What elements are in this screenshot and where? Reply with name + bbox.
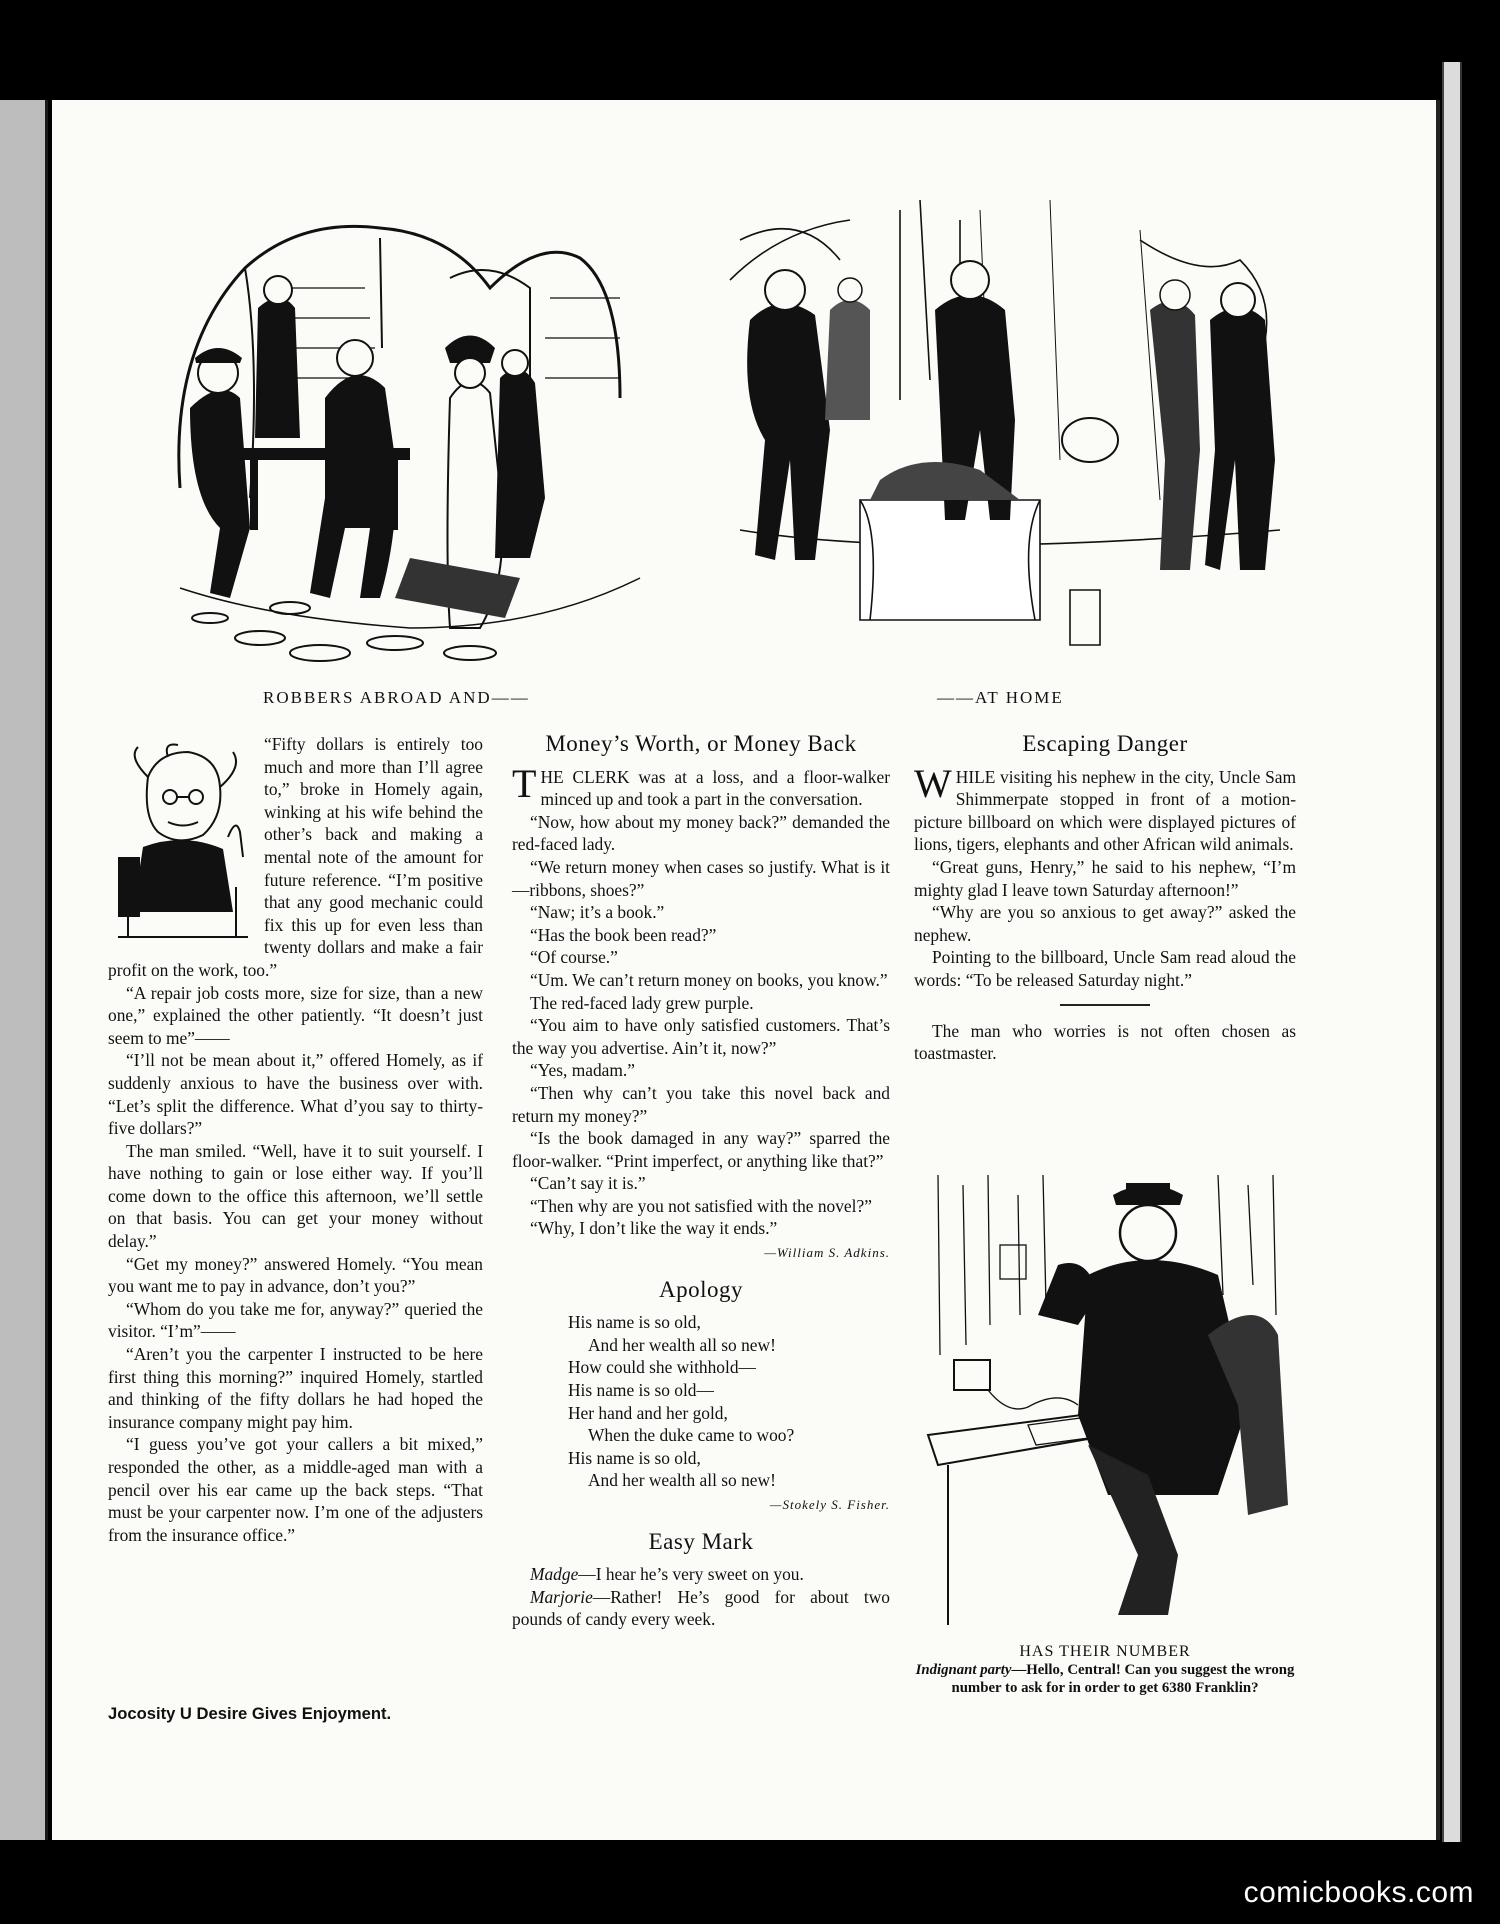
column-1-paragraph: “Get my money?” answered Homely. “You mean you want me to pay in advance, don’t you?” [108,1253,483,1297]
story-paragraph: “Has the book been read?” [530,924,717,945]
column-1-paragraph: “Whom do you take me for, anyway?” queried the visitor. “I’m”—— [108,1298,483,1342]
page-binding-edge [1442,62,1462,1842]
story-paragraph: “Can’t say it is.” [530,1173,646,1194]
column-1-paragraph: “I guess you’ve got your callers a bit mixed,” responded the other, as a middle-aged man with a pencil over his ear came up the back steps. “That must be your carpenter now. I’m one of the adjusters from the insurance office.” [108,1434,483,1545]
column-1-paragraph: “A repair job costs more, size for size, than a new one,” explained the other patiently. “It doesn’t just seem to me”—— [108,982,483,1048]
story-paragraph: “Yes, madam.” [530,1060,635,1081]
poem-body [568,1311,890,1492]
poem-line: How could she withhold— [568,1357,756,1378]
story-paragraph: “Is the book damaged in any way?” sparred the floor-walker. “Print imperfect, or anything like that?” [512,1128,890,1171]
story-title-easy-mark: Easy Mark [648,1528,754,1554]
poem-line: And her wealth all so new! [588,1334,776,1355]
cartoon-caption-text: Indignant party—Hello, Central! Can you suggest the wrong number to ask for in order to get 6380 Franklin? [915,1662,1295,1696]
story-title-escaping-danger: Escaping Danger [1022,731,1188,756]
story-paragraph: “Why are you so anxious to get away?” asked the nephew. [914,902,1296,945]
story-paragraph: “We return money when cases so justify. What is it—ribbons, shoes?” [512,856,890,900]
robbers-illustration [150,198,670,668]
story-paragraph: “Of course.” [530,947,618,968]
story-opening-paragraph: THE CLERK was at a loss, and a floor-walker minced up and took a part in the conversation. [512,760,890,810]
motto-line: Jocosity U Desire Gives Enjoyment. [108,1704,392,1723]
telephone-man-illustration [918,1175,1298,1635]
story-paragraph: “Then why are you not satisfied with the novel?” [530,1195,872,1216]
story-attribution: —William S. Adkins. [764,1245,890,1261]
joke-paragraph: The man who worries is not often chosen as toastmaster. [914,1020,1296,1064]
column-3 [914,733,1296,1065]
story-paragraph: “Naw; it’s a book.” [530,902,665,923]
drop-cap: W [914,760,952,806]
story-paragraph: “You aim to have only satisfied customers. That’s the way you advertise. Ain’t it, now?” [512,1015,890,1058]
left-illustration-caption: ROBBERS ABROAD AND—— [263,688,530,707]
poem-title: Apology [659,1276,743,1302]
site-watermark: comicbooks.com [1243,1876,1474,1909]
column-1-paragraph: The man smiled. “Well, have it to suit yourself. I have nothing to gain or lose either way. If you’ll come down to the office this afternoon, we’ll settle on that basis. You can get your money without delay.” [108,1140,483,1252]
worried-man-cartoon [108,737,256,943]
poem-line: And her wealth all so new! [588,1470,776,1491]
previous-page-edge [0,100,48,1840]
column-2 [512,733,890,1631]
column-1-paragraph: “I’ll not be mean about it,” offered Homely, as if suddenly anxious to have the business over with. “Let’s split the difference. What d’you say to thirty-five dollars?” [108,1050,483,1139]
poem-attribution: —Stokely S. Fisher. [769,1497,890,1512]
home-dinner-illustration [720,200,1300,655]
story-paragraph: Pointing to the billboard, Uncle Sam read aloud the words: “To be released Saturday night.” [914,947,1296,990]
cartoon-caption [914,1643,1296,1697]
story-paragraph: “Why, I don’t like the way it ends.” [530,1218,778,1239]
story-title-moneys-worth: Money’s Worth, or Money Back [545,731,857,756]
column-1-paragraph: “Aren’t you the carpenter I instructed to be here first thing this morning?” inquired Homely, startled and thinking of the fifty dollars he had hoped the insurance company might pay him. [108,1344,483,1432]
story-paragraph: “Then why can’t you take this novel back and return my money?” [512,1082,890,1126]
column-1 [108,733,483,1546]
story-paragraph: The red-faced lady grew purple. [530,992,754,1013]
column-1-paragraph: “Fifty dollars is entirely too much and more than I’ll agree to,” broke in Homely again, winking at his wife behind the other’s back and making a mental note of the amount for future reference. “I’m positive that any good mechanic could fix this up for even less than twenty dollars and make a fair profit on the work, too.” [108,734,483,980]
poem-line: Her hand and her gold, [568,1402,728,1423]
dialogue-line: Marjorie—Rather! He’s good for about two pounds of candy every week. [512,1586,890,1630]
story-paragraph: “Um. We can’t return money on books, you know.” [530,969,888,990]
poem-line: His name is so old, [568,1447,701,1468]
right-illustration-caption: ——AT HOME [937,688,1064,707]
section-divider [1060,1004,1150,1006]
story-paragraph: “Now, how about my money back?” demanded the red-faced lady. [512,811,890,855]
poem-line: His name is so old— [568,1380,714,1401]
story-opening-paragraph: WHILE visiting his nephew in the city, Uncle Sam Shimmerpate stopped in front of a motion-picture billboard on which were displayed pictures of lions, tigers, elephants and other African wild animals. [914,760,1296,855]
poem-line: His name is so old, [568,1312,701,1333]
dialogue-line: Madge—I hear he’s very sweet on you. [530,1564,804,1585]
cartoon-title: HAS THEIR NUMBER [1019,1643,1191,1660]
poem-line: When the duke came to woo? [588,1425,795,1446]
drop-cap: T [512,760,537,806]
story-paragraph: “Great guns, Henry,” he said to his nephew, “I’m mighty glad I leave town Saturday afternoon!” [914,856,1296,900]
